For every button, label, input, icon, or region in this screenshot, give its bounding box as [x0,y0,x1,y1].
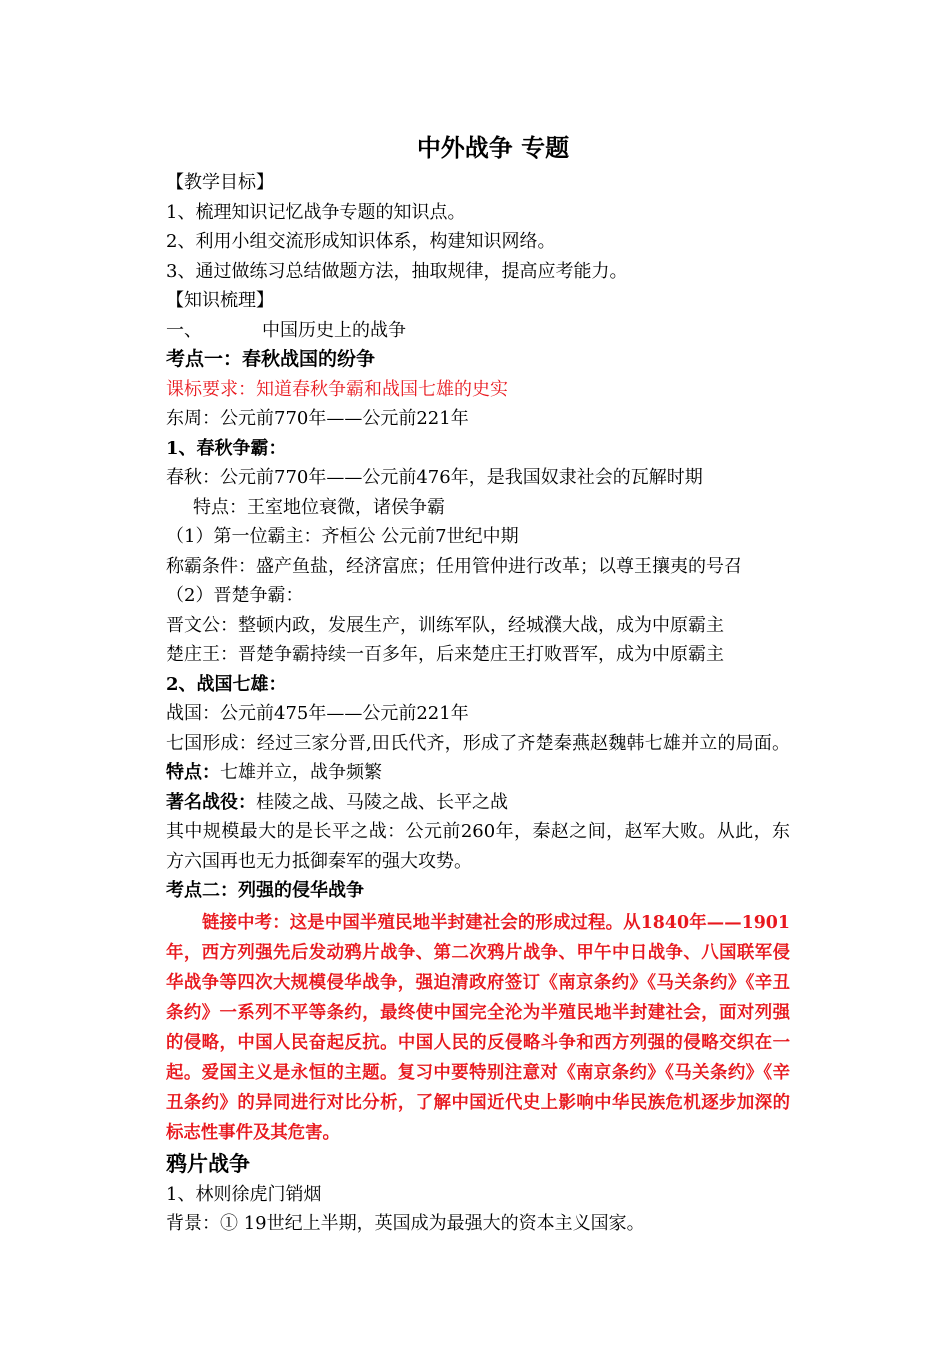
battles-text: 桂陵之战、马陵之战、长平之战 [256,791,508,813]
curriculum-requirement: 课标要求：知道春秋争霸和战国七雄的史实 [166,378,508,400]
goal-item: 1、梳理知识记忆战争专题的知识点。 [166,201,466,223]
background-text: 背景：① 19世纪上半期，英国成为最强大的资本主义国家。 [166,1213,645,1234]
feature-label: 特点： [166,762,220,783]
exam-link-paragraph: 链接中考：这是中国半殖民地半封建社会的形成过程。从1840年——1901年，西方列强先后发动鸦片战争、第二次鸦片战争、甲午中日战争、八国联军侵华战争等四次大规模侵华战争，强迫清政府签订《南京条约》《马关条约》《辛丑条约》一系列不平等条约，最终使中国完全沦为半殖民地半封建社会，面对列强的侵略，中国人民奋起反抗。中国人民的反侵略斗争和西方列强的侵略交织在一起。爱国主义是永恒的主题。复习中要特别注意对《南京条约》《马关条约》《辛丑条约》的异同进行对比分析，了解中国近代史上影响中华民族危机逐步加深的标志性事件及其危害。 [166,912,790,1143]
first-hegemon: （1）第一位霸主：齐桓公 公元前7世纪中期 [166,526,519,547]
exam-point-one-title: 考点一：春秋战国的纷争 [166,348,376,370]
hegemon-conditions: 称霸条件：盛产鱼盐，经济富庶；任用管仲进行改革；以尊王攘夷的号召 [166,555,742,577]
feature-text: 七雄并立，战争频繁 [220,762,382,783]
document-title: 中外战争 专题 [416,133,570,162]
part-one-heading [166,316,790,346]
seven-states-paragraph [166,729,790,788]
goal-item: 3、通过做练习总结做题方法，抽取规律，提高应考能力。 [166,260,628,282]
jin-wen-gong: 晋文公：整顿内政，发展生产，训练军队，经城濮大战，成为中原霸主 [166,614,724,636]
warring-states-dates: 战国：公元前475年——公元前221年 [166,703,469,724]
exam-point-two-title: 考点二：列强的侵华战争 [166,880,364,901]
spring-autumn-heading: 1、春秋争霸： [166,437,287,459]
spring-autumn-dates: 春秋：公元前770年——公元前476年，是我国奴隶社会的瓦解时期 [166,467,703,488]
knowledge-header: 【知识梳理】 [166,290,274,311]
famous-battles [166,788,790,818]
part-one-title: 中国历史上的战争 [262,319,406,341]
jin-chu-heading: （2）晋楚争霸： [166,585,304,606]
part-one-number: 一、 [166,319,202,341]
chu-zhuang-wang: 楚庄王：晋楚争霸持续一百多年，后来楚庄王打败晋军，成为中原霸主 [166,644,724,665]
changping-paragraph: 其中规模最大的是长平之战：公元前260年，秦赵之间，赵军大败。从此，东方六国再也无力抵御秦军的强大攻势。 [166,821,790,872]
seven-states-formation: 七国形成：经过三家分晋,田氏代齐，形成了齐楚秦燕赵魏韩七雄并立的局面。 [166,732,790,754]
battles-label: 著名战役： [166,791,256,813]
goal-item: 2、利用小组交流形成知识体系，构建知识网络。 [166,231,556,252]
opium-war-heading: 鸦片战争 [166,1150,250,1176]
lin-zexu-heading: 1、林则徐虎门销烟 [166,1183,322,1205]
document-page [166,128,790,1239]
spring-autumn-feature: 特点：王室地位衰微，诸侯争霸 [193,496,445,518]
warring-states-heading: 2、战国七雄： [166,673,287,695]
goals-header: 【教学目标】 [166,172,274,193]
east-zhou-dates: 东周：公元前770年——公元前221年 [166,408,469,429]
